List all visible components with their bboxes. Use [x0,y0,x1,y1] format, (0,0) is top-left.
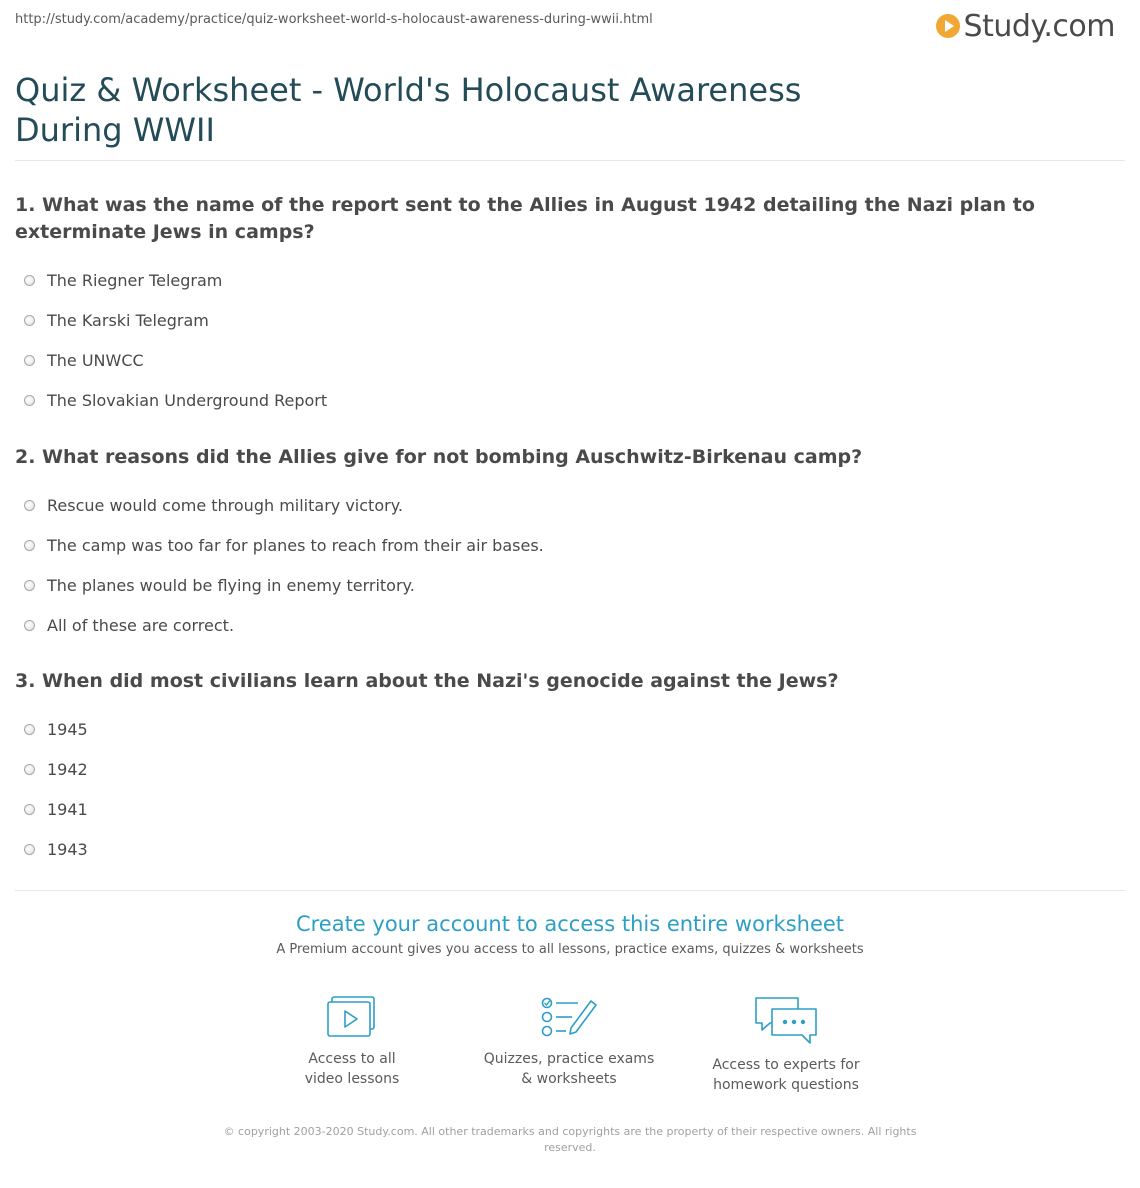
answer-options [15,260,1120,420]
answer-option[interactable] [15,605,1120,645]
answer-label: 1943 [47,839,88,859]
cta-title-link[interactable]: Create your account to access this entire worksheet [295,912,845,936]
radio-button-icon[interactable] [24,620,35,631]
question-1 [15,192,1120,420]
question-text: 1. What was the name of the report sent to the Allies in August 1942 detailing the Nazi plan to exterminate Jews in camps? [15,194,1035,243]
radio-button-icon[interactable] [24,500,35,511]
question-2 [15,444,1120,645]
answer-label: The camp was too far for planes to reach from their air bases. [47,535,544,555]
page-title: Quiz & Worksheet - World's Holocaust Awareness During WWII [15,71,802,149]
answer-options [15,485,1120,645]
divider [15,160,1125,161]
quiz-checklist-icon [540,995,598,1039]
play-logo-icon [936,14,960,38]
question-3 [15,668,1120,869]
radio-button-icon[interactable] [24,580,35,591]
answer-label: The Slovakian Underground Report [47,390,328,410]
feature-label: Quizzes, practice exams [483,1051,655,1067]
answer-label: 1942 [47,759,88,779]
answer-option[interactable] [15,565,1120,605]
question-text: 2. What reasons did the Allies give for not bombing Auschwitz-Birkenau camp? [15,446,863,468]
answer-option[interactable] [15,709,1120,749]
study-logo[interactable] [936,8,1115,44]
answer-option[interactable] [15,380,1120,420]
radio-button-icon[interactable] [24,315,35,326]
answer-option[interactable] [15,300,1120,340]
radio-button-icon[interactable] [24,844,35,855]
answer-label: 1941 [47,799,88,819]
answer-label: Rescue would come through military victory. [47,495,403,515]
answer-options [15,709,1120,869]
video-lessons-icon [326,995,378,1039]
radio-button-icon[interactable] [24,355,35,366]
divider [15,890,1125,891]
answer-label: The planes would be flying in enemy territory. [47,575,415,595]
top-bar [15,8,1125,44]
answer-label: The Riegner Telegram [47,270,223,290]
feature-video-lessons [252,995,452,1089]
answer-option[interactable] [15,260,1120,300]
answer-option[interactable] [15,340,1120,380]
answer-label: The Karski Telegram [47,310,209,330]
answer-option[interactable] [15,829,1120,869]
radio-button-icon[interactable] [24,764,35,775]
signup-cta [0,912,1140,957]
answer-label: All of these are correct. [47,615,235,635]
radio-button-icon[interactable] [24,275,35,286]
chat-bubbles-icon [754,995,818,1045]
feature-label: Access to all [308,1051,396,1067]
copyright-notice: © copyright 2003-2020 Study.com. All other trademarks and copyrights are the property of their respective owners. All rights reserved. [223,1125,917,1154]
feature-label: Access to experts for [712,1057,860,1073]
feature-label: video lessons [304,1071,400,1087]
answer-option[interactable] [15,485,1120,525]
answer-label: The UNWCC [47,350,144,370]
answer-option[interactable] [15,749,1120,789]
page-url: http://study.com/academy/practice/quiz-worksheet-world-s-holocaust-awareness-during-wwii.html [15,12,653,27]
feature-experts [686,995,886,1095]
logo-text: Study.com [963,8,1115,44]
radio-button-icon[interactable] [24,540,35,551]
cta-subtitle: A Premium account gives you access to all lessons, practice exams, quizzes & worksheets [276,942,864,957]
radio-button-icon[interactable] [24,804,35,815]
feature-quizzes [469,995,669,1089]
answer-option[interactable] [15,789,1120,829]
answer-label: 1945 [47,719,88,739]
radio-button-icon[interactable] [24,724,35,735]
answer-option[interactable] [15,525,1120,565]
radio-button-icon[interactable] [24,395,35,406]
feature-label: homework questions [713,1077,859,1093]
feature-label: & worksheets [521,1071,617,1087]
question-text: 3. When did most civilians learn about the Nazi's genocide against the Jews? [15,670,839,692]
